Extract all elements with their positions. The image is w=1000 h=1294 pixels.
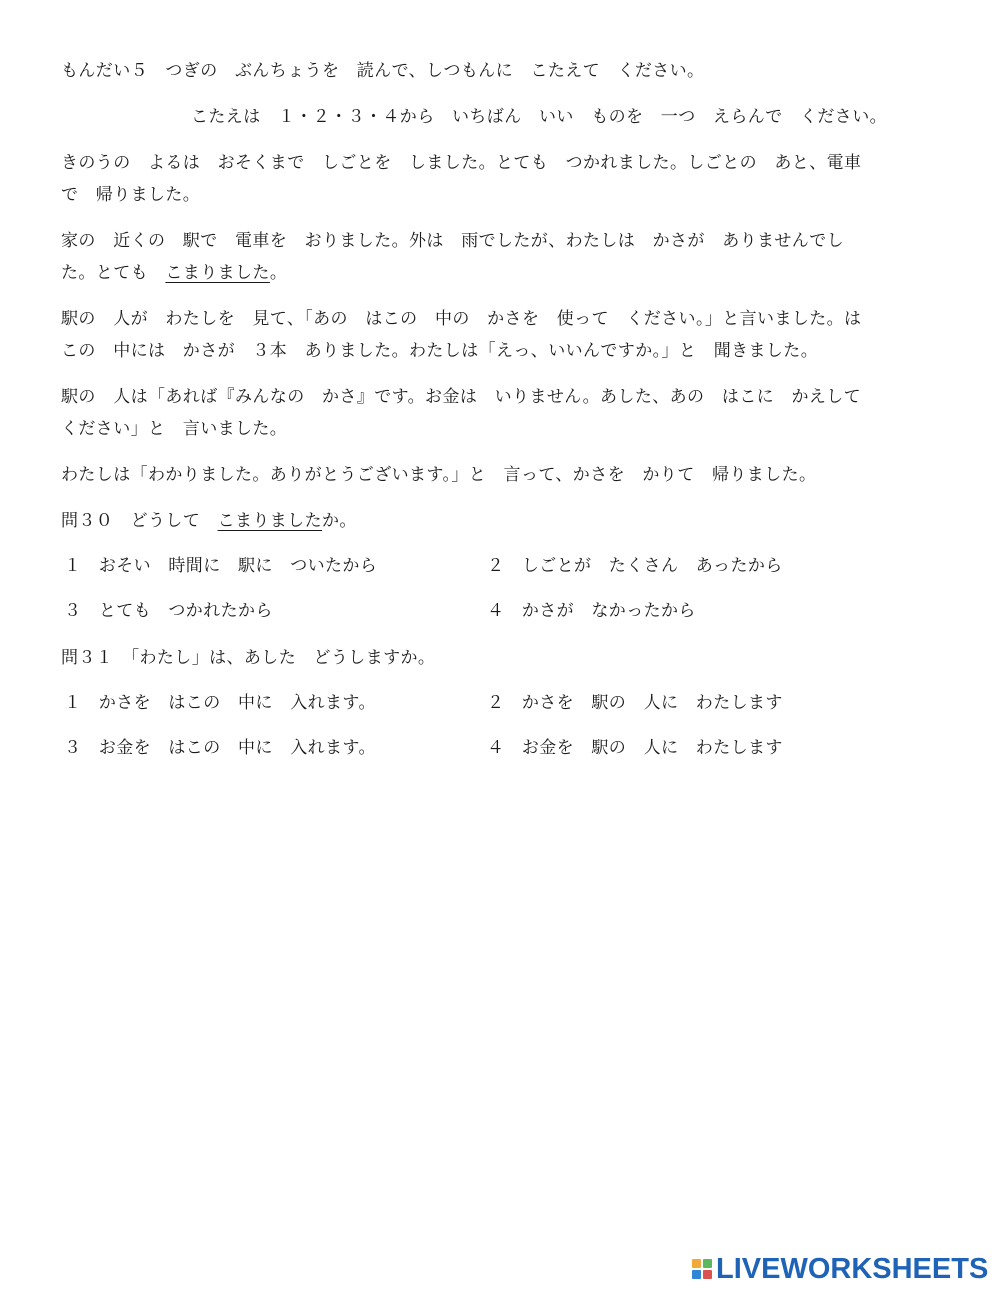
option-number: ２	[487, 556, 505, 576]
option-text: お金を はこの 中に 入れます。	[98, 738, 376, 758]
option-number: ４	[487, 738, 505, 758]
option-text: とても つかれたから	[98, 601, 273, 621]
instruction-line-1: もんだい５ つぎの ぶんちょうを 読んで、しつもんに こたえて ください。	[61, 61, 705, 81]
passage-p2-line1: 家の 近くの 駅で 電車を おりました。外は 雨でしたが、わたしは かさが ありませんでし	[61, 231, 844, 251]
q31-option-2[interactable]	[487, 691, 783, 715]
mark-square	[692, 1259, 701, 1268]
passage-p2-post: 。	[269, 263, 288, 283]
option-number: １	[64, 556, 82, 576]
option-text: しごとが たくさん あったから	[521, 556, 783, 576]
passage-p1-line1: きのうの よるは おそくまで しごとを しました。とても つかれました。しごとの あと、電車	[61, 153, 862, 173]
q31-option-3[interactable]	[64, 736, 376, 760]
liveworksheets-wordmark: LIVEWORKSHEETS	[716, 1253, 989, 1285]
passage-p3-line1: 駅の 人が わたしを 見て、「あの はこの 中の かさを 使って ください。」と言いました。は	[61, 309, 862, 329]
mark-square	[692, 1270, 701, 1279]
liveworksheets-mark-icon	[692, 1259, 712, 1279]
question-30-underlined: こまりました	[217, 511, 323, 531]
mark-square	[703, 1270, 712, 1279]
passage-p4-line1: 駅の 人は「あれば『みんなの かさ』です。お金は いりません。あした、あの はこに かえして	[61, 387, 862, 407]
q30-option-2[interactable]	[487, 554, 783, 578]
option-text: お金を 駅の 人に わたします	[521, 738, 783, 758]
option-number: ３	[64, 601, 82, 621]
q30-option-1[interactable]	[64, 554, 377, 578]
q30-option-3[interactable]	[64, 599, 273, 623]
option-number: ２	[487, 693, 505, 713]
passage-p2-pre: た。とても	[61, 263, 166, 283]
passage-p1-line2: で 帰りました。	[61, 185, 201, 205]
passage-p2-line2	[61, 261, 287, 285]
option-number: ４	[487, 601, 505, 621]
question-30-suffix: か。	[322, 511, 357, 531]
passage-p3-line2: この 中には かさが ３本 ありました。わたしは「えっ、いいんですか。」と 聞きました。	[61, 341, 819, 361]
option-text: かさを 駅の 人に わたします	[521, 693, 783, 713]
question-31: 問３１ 「わたし」は、あした どうしますか。	[61, 648, 436, 668]
passage-p5: わたしは「わかりました。ありがとうございます。」と 言って、かさを かりて 帰りました。	[61, 465, 817, 485]
option-text: かさを はこの 中に 入れます。	[98, 693, 376, 713]
question-30-prefix: 問３０ どうして	[61, 511, 218, 531]
instruction-line-2: こたえは １・２・３・４から いちばん いい ものを 一つ えらんで ください。	[191, 107, 887, 127]
q30-option-4[interactable]	[487, 599, 696, 623]
q31-option-1[interactable]	[64, 691, 376, 715]
q31-option-4[interactable]	[487, 736, 783, 760]
mark-square	[703, 1259, 712, 1268]
option-number: ３	[64, 738, 82, 758]
passage-p4-line2: ください」と 言いました。	[61, 419, 288, 439]
option-text: おそい 時間に 駅に ついたから	[98, 556, 378, 576]
option-number: １	[64, 693, 82, 713]
option-text: かさが なかったから	[521, 601, 696, 621]
liveworksheets-logo[interactable]	[692, 1253, 990, 1285]
underlined-phrase: こまりました	[165, 263, 270, 283]
question-30	[61, 509, 357, 533]
